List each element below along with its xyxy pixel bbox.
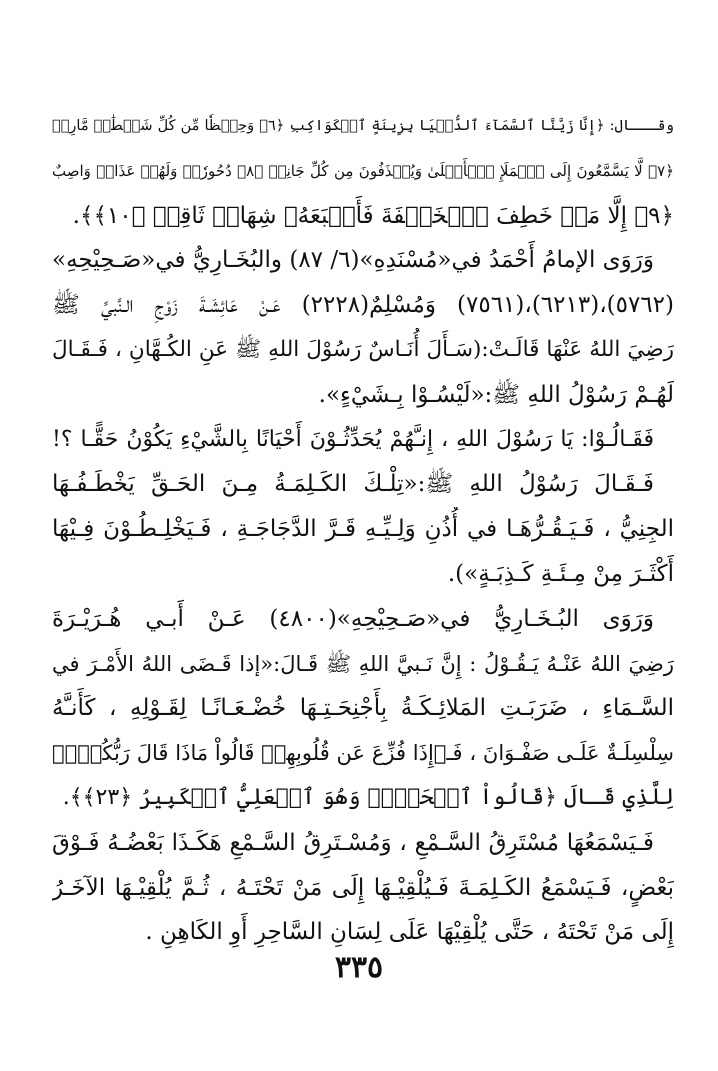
text-line: (٥٧٦٢)،(٦٢١٣)،(٧٥٦١) وَمُسْلِمٌ(٢٢٢٨) عَـنْ عَائِشَـةَ زَوْجِ الـنَّبيِّ ﷺ [52, 292, 674, 319]
text-line: وقـــال: ﴿إِنَّا زَيَّنَّا ٱلسَّمَآءَ ٱلدُّنۡيَا بِزِينَةٍ ٱلۡكَوَاكِبِ ﴿٦﴾ وَحِفۡظٗا مِّن كُلِّ شَيۡطَٰنٖ مَّارِدٖ [52, 118, 674, 134]
text-line: إِلَى مَنْ تَحْتَهُ ، حَتَّى يُلْقِيْهَا عَلَى لِسَانِ السَّاحِرِ أَوِ الكَاهِنِ . [145, 919, 674, 946]
text-line: فَـيَسْمَعُهَا مُسْتَرِقُ السَّـمْعِ ، وَمُسْـتَرِقُ السَّـمْعِ هَكَـذَا بَعْضُـهُ فَـوْقَ [52, 829, 654, 856]
body-text [52, 104, 674, 955]
text-line: أَكْثَـرَ مِنْ مِـئَـةِ كَـذِبَـةٍ»). [447, 560, 674, 587]
text-line: الجِنِيُّ ، فَـيَـقُـرُّهَـا في أُذُنِ وَلِـيِّـهِ قَـرَّ الدَّجَاجَـةِ ، فَـيَخْلِـطُـوْنَ فِـيْهَا [52, 516, 674, 543]
text-line: ﴿٧﴾ لَّا يَسَّمَّعُونَ إِلَى ٱلۡمَلَإِ ٱلۡأَعۡلَىٰ وَيُقۡذَفُونَ مِن كُلِّ جَانِبٖ ﴿٨﴾ دُحُورٗاۖ وَلَهُمۡ عَذَابٞ وَاصِبٌ [52, 161, 674, 180]
text-line: ﴿٩﴾ إِلَّا مَنۡ خَطِفَ ٱلۡخَطۡفَةَ فَأَتۡبَعَهُۥ شِهَابٞ ثَاقِبٞ ﴿١٠﴾﴾. [72, 202, 674, 229]
text-line: فَقَـالُـوْا: يَا رَسُوْلَ اللهِ ، إِنـَّهُمْ يُحَدِّثُـوْنَ أَحْيَانًا بِالشَّيْءِ يَكُوْنُ حَقًّـا ؟! [52, 426, 654, 452]
text-line: لَهُـمْ رَسُوْلُ اللهِ ﷺ:«لَيْسُـوْا بِـشَيْءٍ». [318, 381, 674, 408]
page-number: ٣٣٥ [334, 950, 384, 985]
text-line: بَعْضٍ، فَـيَسْمَعُ الكَـلِمَـةَ فَـيُلْقِيْـهَا إِلَى مَنْ تَحْتَـهُ ، ثُـمَّ يُلْقِيْـهَا الآخَـرُ [52, 874, 674, 901]
text-line: وَرَوَى البُـخَـارِيُّ في«صَـحِيْحِهِ»(٤٨٠٠) عَـنْ أَبـي هُـرَيْـرَةَ [52, 605, 654, 632]
text-line: السَّـمَاءِ ، ضَرَبَـتِ المَلائِـكَـةُ بِأَجْنِحَـتِـهَا خُضْـعَـانًـا لِقَـوْلِهِ ، كَأَنـَّهُ [52, 695, 674, 722]
text-line: رَضِيَ اللهُ عَنْهَا قَالَـتْ:(سَـأَلَ أُنَـاسٌ رَسُوْلَ اللهِ ﷺ عَنِ الكُـهَّانِ ، فَـقَـالَ [52, 336, 674, 362]
text-line: فَـقَـالَ رَسُوْلُ اللهِ ﷺ:«تِلْـكَ الكَـلِمَـةُ مِـنَ الحَـقِّ يَخْطَـفُـهَا [52, 471, 654, 498]
text-line: لِلَّذِي قَـالَ ﴿قَالُواْ ٱلۡحَقَّۖ وَهُوَ ٱلۡعَلِيُّ ٱلۡكَبِيرُ ﴿٢٣﴾﴾. [62, 784, 674, 810]
text-line: رَضِيَ اللهُ عَنْـهُ يَـقُـوْلُ : إِنَّ نَـبيَّ اللهِ ﷺ قَـالَ:«إذا قَـضَى اللهُ الأَمْـرَ في [52, 651, 674, 676]
text-line: وَرَوَى الإمامُ أَحْمَدُ في«مُسْنَدِهِ»(٦/ ٨٧) والبُخَـارِيُّ في«صَـحِيْحِهِ» [52, 247, 654, 274]
text-line: سِلْسِلَـةٌ عَلَـى صَفْـوَانَ ، فَـ﴿إِذَا فُزِّعَ عَن قُلُوبِهِمۡ قَالُواْ مَاذَا قَالَ رَبُّكُمۡۖ﴾ [52, 741, 674, 766]
